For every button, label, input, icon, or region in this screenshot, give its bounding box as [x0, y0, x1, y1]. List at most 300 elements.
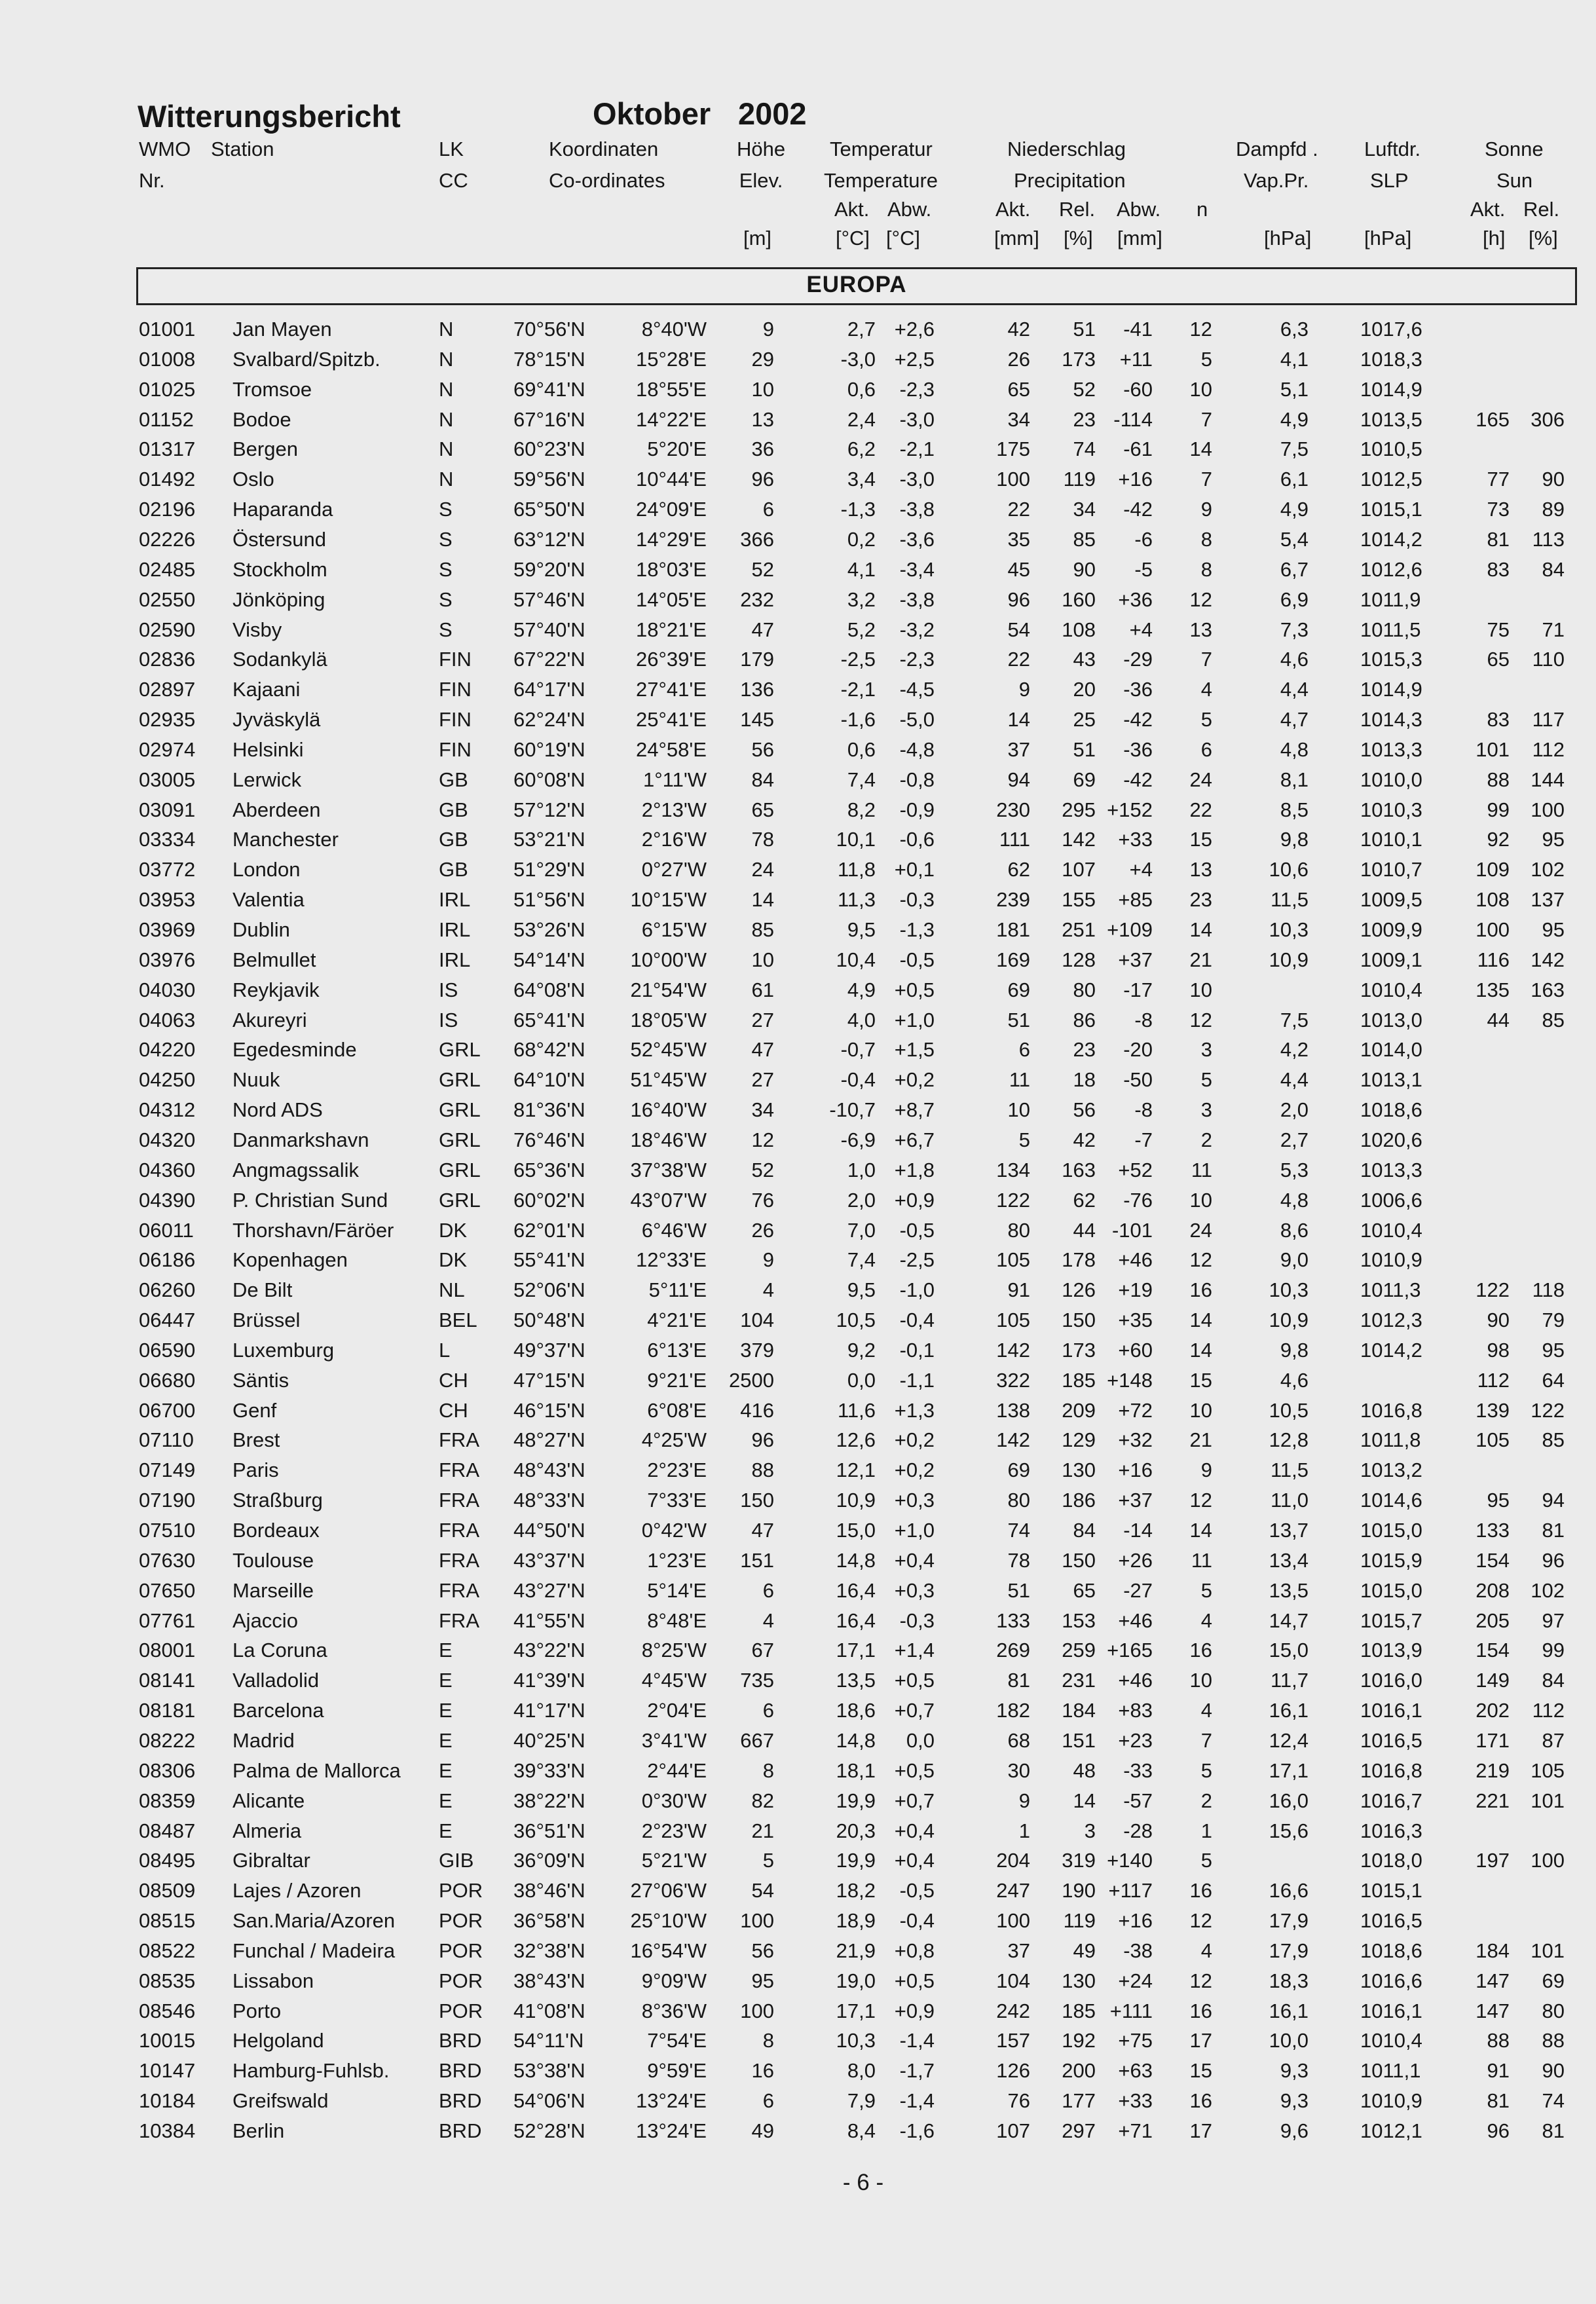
sea-level-pressure: 1013,1: [1360, 1068, 1422, 1092]
precip-actual: 45: [1007, 557, 1030, 581]
temp-actual: 4,1: [847, 557, 876, 581]
temp-actual: -6,9: [840, 1128, 876, 1151]
sun-hours: 88: [1487, 768, 1510, 791]
latitude: 41°39'N: [513, 1669, 585, 1692]
station-name: Egedesminde: [232, 1038, 357, 1062]
country-code: N: [439, 437, 454, 461]
precip-days: 9: [1200, 1459, 1212, 1482]
country-code: FRA: [439, 1519, 479, 1542]
vapour-pressure: 15,6: [1269, 1819, 1308, 1842]
precip-relative: 173: [1062, 347, 1096, 371]
precip-relative: 259: [1062, 1639, 1096, 1662]
elevation: 47: [751, 1038, 774, 1062]
temp-anomaly: -4,5: [899, 678, 935, 701]
precip-days: 12: [1189, 587, 1212, 611]
elevation: 82: [751, 1789, 774, 1812]
sea-level-pressure: 1011,5: [1360, 618, 1421, 641]
sea-level-pressure: 1012,6: [1360, 557, 1422, 581]
country-code: POR: [439, 1909, 483, 1933]
temp-actual: -1,6: [840, 708, 876, 732]
precip-days: 8: [1200, 557, 1212, 581]
col-head-sonne: Sonne: [1485, 138, 1544, 160]
precip-relative: 56: [1073, 1098, 1096, 1122]
precip-relative: 69: [1073, 768, 1096, 791]
sun-relative: 105: [1531, 1758, 1565, 1782]
temp-anomaly: -1,0: [899, 1278, 935, 1302]
unit-prec-mm: [mm]: [994, 227, 1039, 250]
latitude: 54°14'N: [513, 948, 585, 971]
elevation: 65: [751, 798, 774, 821]
temp-anomaly: +2,5: [894, 347, 935, 371]
report-month: Oktober: [593, 96, 711, 131]
wmo-number: 04250: [139, 1068, 196, 1092]
wmo-number: 06186: [139, 1248, 196, 1272]
elevation: 27: [751, 1068, 774, 1092]
country-code: FRA: [439, 1489, 479, 1512]
precip-relative: 20: [1073, 678, 1096, 701]
table-row: [0, 1309, 1596, 1339]
country-code: GB: [439, 828, 468, 851]
sun-hours: 171: [1475, 1728, 1510, 1752]
precip-relative: 90: [1073, 557, 1096, 581]
precip-days: 17: [1189, 2119, 1212, 2142]
sea-level-pressure: 1010,4: [1360, 978, 1422, 1001]
longitude: 26°39'E: [636, 648, 707, 671]
station-name: Sodankylä: [232, 648, 327, 671]
sun-relative: 101: [1531, 1789, 1565, 1812]
wmo-number: 02590: [139, 618, 196, 641]
country-code: E: [439, 1819, 453, 1842]
table-row: [0, 528, 1596, 558]
elevation: 16: [751, 2059, 774, 2083]
table-row: [0, 1428, 1596, 1459]
latitude: 49°37'N: [513, 1338, 585, 1362]
longitude: 4°45'W: [641, 1669, 707, 1692]
sun-hours: 147: [1475, 1969, 1510, 1992]
precip-days: 4: [1200, 1939, 1212, 1962]
sea-level-pressure: 1016,7: [1360, 1789, 1422, 1812]
unit-temp-akt: [°C]: [836, 227, 870, 250]
precip-anomaly: +152: [1107, 798, 1153, 821]
country-code: N: [439, 468, 454, 491]
longitude: 5°20'E: [647, 437, 707, 461]
wmo-number: 06260: [139, 1278, 196, 1302]
precip-anomaly: -50: [1123, 1068, 1153, 1092]
vapour-pressure: 7,3: [1280, 618, 1308, 641]
table-row: [0, 1098, 1596, 1128]
sun-hours: 81: [1487, 527, 1510, 551]
sun-hours: 149: [1475, 1669, 1510, 1692]
elevation: 9: [762, 1248, 774, 1272]
table-row: [0, 2119, 1596, 2149]
longitude: 16°40'W: [630, 1098, 707, 1122]
country-code: E: [439, 1758, 453, 1782]
latitude: 48°43'N: [513, 1459, 585, 1482]
latitude: 55°41'N: [513, 1248, 585, 1272]
precip-actual: 54: [1007, 618, 1030, 641]
temp-actual: 18,2: [836, 1879, 876, 1903]
temp-actual: 10,4: [836, 948, 876, 971]
latitude: 60°23'N: [513, 437, 585, 461]
vapour-pressure: 6,9: [1280, 587, 1308, 611]
sun-hours: 221: [1475, 1789, 1510, 1812]
temp-actual: 21,9: [836, 1939, 876, 1962]
wmo-number: 10384: [139, 2119, 196, 2142]
precip-days: 10: [1189, 978, 1212, 1001]
precip-anomaly: +75: [1118, 2029, 1153, 2053]
sea-level-pressure: 1009,5: [1360, 888, 1422, 912]
precip-relative: 185: [1062, 1999, 1096, 2022]
station-name: Lajes / Azoren: [232, 1879, 362, 1903]
precip-days: 16: [1189, 1879, 1212, 1903]
precip-anomaly: -33: [1123, 1758, 1153, 1782]
precip-actual: 182: [996, 1699, 1030, 1722]
unit-prec-pct: [%]: [1064, 227, 1093, 250]
temp-actual: 4,9: [847, 978, 876, 1001]
country-code: DK: [439, 1248, 468, 1272]
vapour-pressure: 14,7: [1269, 1608, 1308, 1632]
elevation: 10: [751, 948, 774, 971]
table-row: [0, 1369, 1596, 1399]
table-row: [0, 1759, 1596, 1789]
elevation: 36: [751, 437, 774, 461]
station-name: Palma de Mallorca: [232, 1758, 401, 1782]
precip-actual: 14: [1007, 708, 1030, 732]
station-name: Greifswald: [232, 2089, 329, 2113]
temp-actual: -1,3: [840, 498, 876, 521]
precip-relative: 42: [1073, 1128, 1096, 1151]
latitude: 52°28'N: [513, 2119, 585, 2142]
elevation: 136: [740, 678, 774, 701]
vapour-pressure: 4,1: [1280, 347, 1308, 371]
country-code: GB: [439, 858, 468, 882]
precip-relative: 14: [1073, 1789, 1096, 1812]
elevation: 21: [751, 1819, 774, 1842]
precip-actual: 230: [996, 798, 1030, 821]
sun-relative: 306: [1531, 407, 1565, 431]
country-code: POR: [439, 1969, 483, 1992]
temp-anomaly: +0,5: [894, 978, 935, 1001]
precip-anomaly: -8: [1134, 1098, 1153, 1122]
latitude: 41°17'N: [513, 1699, 585, 1722]
temp-anomaly: +0,2: [894, 1459, 935, 1482]
precip-actual: 62: [1007, 858, 1030, 882]
precip-anomaly: -14: [1123, 1519, 1153, 1542]
precip-anomaly: +11: [1119, 347, 1153, 371]
precip-actual: 74: [1007, 1519, 1030, 1542]
sun-hours: 133: [1475, 1519, 1510, 1542]
temp-anomaly: +1,0: [894, 1519, 935, 1542]
precip-days: 4: [1200, 1699, 1212, 1722]
elevation: 366: [740, 527, 774, 551]
sun-hours: 184: [1475, 1939, 1510, 1962]
temp-anomaly: +8,7: [894, 1098, 935, 1122]
precip-actual: 68: [1007, 1728, 1030, 1752]
station-name: Bergen: [232, 437, 298, 461]
temp-anomaly: 0,0: [906, 1728, 935, 1752]
temp-actual: 10,5: [836, 1309, 876, 1332]
precip-relative: 153: [1062, 1608, 1096, 1632]
longitude: 18°03'E: [636, 557, 707, 581]
table-row: [0, 1459, 1596, 1489]
wmo-number: 07510: [139, 1519, 196, 1542]
country-code: BRD: [439, 2029, 482, 2053]
country-code: FIN: [439, 737, 472, 761]
sun-hours: 154: [1475, 1639, 1510, 1662]
table-row: [0, 1549, 1596, 1579]
country-code: S: [439, 618, 453, 641]
table-row: [0, 618, 1596, 648]
sea-level-pressure: 1016,1: [1360, 1699, 1422, 1722]
sea-level-pressure: 1012,5: [1360, 468, 1422, 491]
temp-anomaly: -2,5: [899, 1248, 935, 1272]
sun-hours: 77: [1487, 468, 1510, 491]
table-row: [0, 1339, 1596, 1369]
vapour-pressure: 16,1: [1269, 1699, 1308, 1722]
sun-relative: 80: [1542, 1999, 1565, 2022]
longitude: 6°13'E: [647, 1338, 707, 1362]
sea-level-pressure: 1013,5: [1360, 407, 1422, 431]
vapour-pressure: 9,3: [1280, 2059, 1308, 2083]
vapour-pressure: 10,9: [1269, 1309, 1308, 1332]
latitude: 46°15'N: [513, 1398, 585, 1422]
col-head-temp-abw: Abw.: [887, 198, 932, 221]
vapour-pressure: 5,1: [1280, 377, 1308, 401]
temp-anomaly: +0,7: [894, 1789, 935, 1812]
temp-actual: 0,6: [847, 377, 876, 401]
sun-hours: 100: [1475, 918, 1510, 941]
precip-anomaly: +35: [1118, 1309, 1153, 1332]
wmo-number: 07110: [139, 1428, 194, 1452]
temp-anomaly: -3,6: [899, 527, 935, 551]
table-row: [0, 768, 1596, 798]
sea-level-pressure: 1013,3: [1360, 1158, 1422, 1181]
col-head-nr: Nr.: [139, 169, 165, 192]
precip-actual: 11: [1009, 1068, 1030, 1092]
col-head-sun: Sun: [1496, 169, 1533, 192]
sea-level-pressure: 1015,1: [1360, 498, 1422, 521]
precip-relative: 178: [1062, 1248, 1096, 1272]
vapour-pressure: 7,5: [1280, 437, 1308, 461]
station-name: Säntis: [232, 1368, 289, 1392]
wmo-number: 03091: [139, 798, 196, 821]
sun-relative: 117: [1532, 708, 1565, 732]
country-code: N: [439, 377, 454, 401]
precip-anomaly: -61: [1123, 437, 1153, 461]
unit-vap-hpa: [hPa]: [1264, 227, 1312, 250]
precip-days: 15: [1189, 828, 1212, 851]
wmo-number: 01152: [139, 407, 194, 431]
vapour-pressure: 6,3: [1280, 318, 1308, 341]
elevation: 6: [762, 1578, 774, 1602]
sun-hours: 154: [1475, 1548, 1510, 1572]
temp-actual: 18,9: [836, 1909, 876, 1933]
sea-level-pressure: 1013,0: [1360, 1008, 1422, 1031]
country-code: IRL: [439, 888, 471, 912]
sea-level-pressure: 1014,2: [1360, 527, 1422, 551]
col-head-slp: SLP: [1370, 169, 1409, 192]
temp-anomaly: -1,7: [899, 2059, 935, 2083]
country-code: E: [439, 1789, 453, 1812]
vapour-pressure: 10,6: [1269, 858, 1308, 882]
vapour-pressure: 4,9: [1280, 407, 1308, 431]
precip-anomaly: +4: [1129, 858, 1153, 882]
precip-days: 23: [1189, 888, 1212, 912]
temp-anomaly: -4,8: [899, 737, 935, 761]
country-code: S: [439, 527, 453, 551]
vapour-pressure: 12,4: [1269, 1728, 1308, 1752]
wmo-number: 06011: [139, 1218, 194, 1242]
temp-anomaly: +0,5: [894, 1669, 935, 1692]
precip-actual: 239: [996, 888, 1030, 912]
precip-actual: 175: [996, 437, 1030, 461]
temp-actual: 16,4: [836, 1608, 876, 1632]
sun-hours: 165: [1475, 407, 1510, 431]
precip-actual: 242: [996, 1999, 1030, 2022]
latitude: 32°38'N: [513, 1939, 585, 1962]
sun-relative: 81: [1542, 2119, 1565, 2142]
precip-anomaly: +16: [1118, 1909, 1153, 1933]
vapour-pressure: 11,0: [1270, 1489, 1308, 1512]
precip-actual: 22: [1007, 648, 1030, 671]
precip-days: 5: [1200, 347, 1212, 371]
table-row: [0, 888, 1596, 918]
table-row: [0, 1189, 1596, 1219]
precip-relative: 129: [1062, 1428, 1096, 1452]
precip-actual: 5: [1018, 1128, 1030, 1151]
table-row: [0, 708, 1596, 738]
precip-days: 21: [1189, 948, 1212, 971]
sun-relative: 113: [1532, 527, 1565, 551]
precip-actual: 51: [1007, 1578, 1030, 1602]
country-code: FRA: [439, 1608, 479, 1632]
sun-relative: 94: [1542, 1489, 1565, 1512]
latitude: 43°22'N: [513, 1639, 585, 1662]
sun-hours: 135: [1475, 978, 1510, 1001]
station-name: Svalbard/Spitzb.: [232, 347, 380, 371]
precip-anomaly: +26: [1118, 1548, 1153, 1572]
sun-relative: 112: [1532, 1699, 1565, 1722]
station-name: Danmarkshavn: [232, 1128, 369, 1151]
temp-anomaly: -0,1: [899, 1338, 935, 1362]
table-row: [0, 678, 1596, 708]
country-code: POR: [439, 1999, 483, 2022]
vapour-pressure: 7,5: [1280, 1008, 1308, 1031]
vapour-pressure: 4,4: [1280, 1068, 1308, 1092]
precip-anomaly: +72: [1118, 1398, 1153, 1422]
temp-actual: 19,0: [836, 1969, 876, 1992]
precip-relative: 151: [1062, 1728, 1096, 1752]
temp-anomaly: +0,4: [894, 1819, 935, 1842]
longitude: 25°10'W: [630, 1909, 707, 1933]
wmo-number: 08535: [139, 1969, 196, 1992]
precip-anomaly: -8: [1134, 1008, 1153, 1031]
precip-anomaly: +24: [1118, 1969, 1153, 1992]
precip-relative: 18: [1073, 1068, 1096, 1092]
country-code: BRD: [439, 2089, 482, 2113]
table-row: [0, 1969, 1596, 1999]
precip-relative: 177: [1062, 2089, 1096, 2113]
temp-anomaly: +6,7: [894, 1128, 935, 1151]
precip-actual: 94: [1007, 768, 1030, 791]
precip-relative: 43: [1073, 648, 1096, 671]
longitude: 10°15'W: [630, 888, 707, 912]
temp-anomaly: +0,1: [894, 858, 935, 882]
country-code: FRA: [439, 1459, 479, 1482]
longitude: 1°11'W: [643, 768, 707, 791]
table-row: [0, 1038, 1596, 1068]
country-code: IS: [439, 978, 458, 1001]
precip-relative: 126: [1062, 1278, 1096, 1302]
sea-level-pressure: 1011,8: [1360, 1428, 1421, 1452]
wmo-number: 10147: [139, 2059, 196, 2083]
station-name: Bodoe: [232, 407, 291, 431]
precip-relative: 155: [1062, 888, 1096, 912]
elevation: 47: [751, 618, 774, 641]
country-code: IRL: [439, 948, 471, 971]
precip-days: 2: [1200, 1789, 1212, 1812]
wmo-number: 04320: [139, 1128, 196, 1151]
longitude: 8°36'W: [641, 1999, 707, 2022]
country-code: FIN: [439, 678, 472, 701]
country-code: FRA: [439, 1548, 479, 1572]
precip-anomaly: +148: [1107, 1368, 1153, 1392]
sea-level-pressure: 1014,6: [1360, 1489, 1422, 1512]
station-name: Brest: [232, 1428, 280, 1452]
latitude: 59°20'N: [513, 557, 585, 581]
precip-relative: 86: [1073, 1008, 1096, 1031]
sun-relative: 100: [1531, 798, 1565, 821]
sun-relative: 84: [1542, 1669, 1565, 1692]
sun-relative: 142: [1531, 948, 1565, 971]
vapour-pressure: 10,3: [1269, 1278, 1308, 1302]
precip-days: 5: [1200, 1849, 1212, 1872]
sun-relative: 89: [1542, 498, 1565, 521]
latitude: 57°12'N: [513, 798, 585, 821]
precip-anomaly: -60: [1123, 377, 1153, 401]
temp-actual: 0,0: [847, 1368, 876, 1392]
station-name: San.Maria/Azoren: [232, 1909, 396, 1933]
temp-actual: 19,9: [836, 1789, 876, 1812]
sun-relative: 74: [1542, 2089, 1565, 2113]
temp-anomaly: +0,3: [894, 1578, 935, 1602]
vapour-pressure: 4,6: [1280, 648, 1308, 671]
latitude: 44°50'N: [513, 1519, 585, 1542]
temp-anomaly: +0,9: [894, 1999, 935, 2022]
temp-anomaly: -0,3: [899, 1608, 935, 1632]
precip-relative: 160: [1062, 587, 1096, 611]
col-head-temperature: Temperature: [824, 169, 938, 192]
sun-hours: 219: [1475, 1758, 1510, 1782]
temp-anomaly: +0,9: [894, 1188, 935, 1212]
precip-anomaly: +33: [1118, 2089, 1153, 2113]
sea-level-pressure: 1015,7: [1360, 1608, 1422, 1632]
temp-actual: 9,5: [847, 918, 876, 941]
table-row: [0, 1699, 1596, 1729]
temp-actual: 8,2: [847, 798, 876, 821]
precip-days: 17: [1189, 2029, 1212, 2053]
temp-actual: 11,3: [837, 888, 876, 912]
table-row: [0, 1999, 1596, 2030]
latitude: 59°56'N: [513, 468, 585, 491]
sun-relative: 110: [1532, 648, 1565, 671]
precip-relative: 84: [1073, 1519, 1096, 1542]
elevation: 104: [740, 1309, 774, 1332]
sun-hours: 116: [1477, 948, 1510, 971]
longitude: 5°21'W: [641, 1849, 707, 1872]
temp-anomaly: +1,8: [894, 1158, 935, 1181]
precip-anomaly: +111: [1109, 1999, 1153, 2022]
